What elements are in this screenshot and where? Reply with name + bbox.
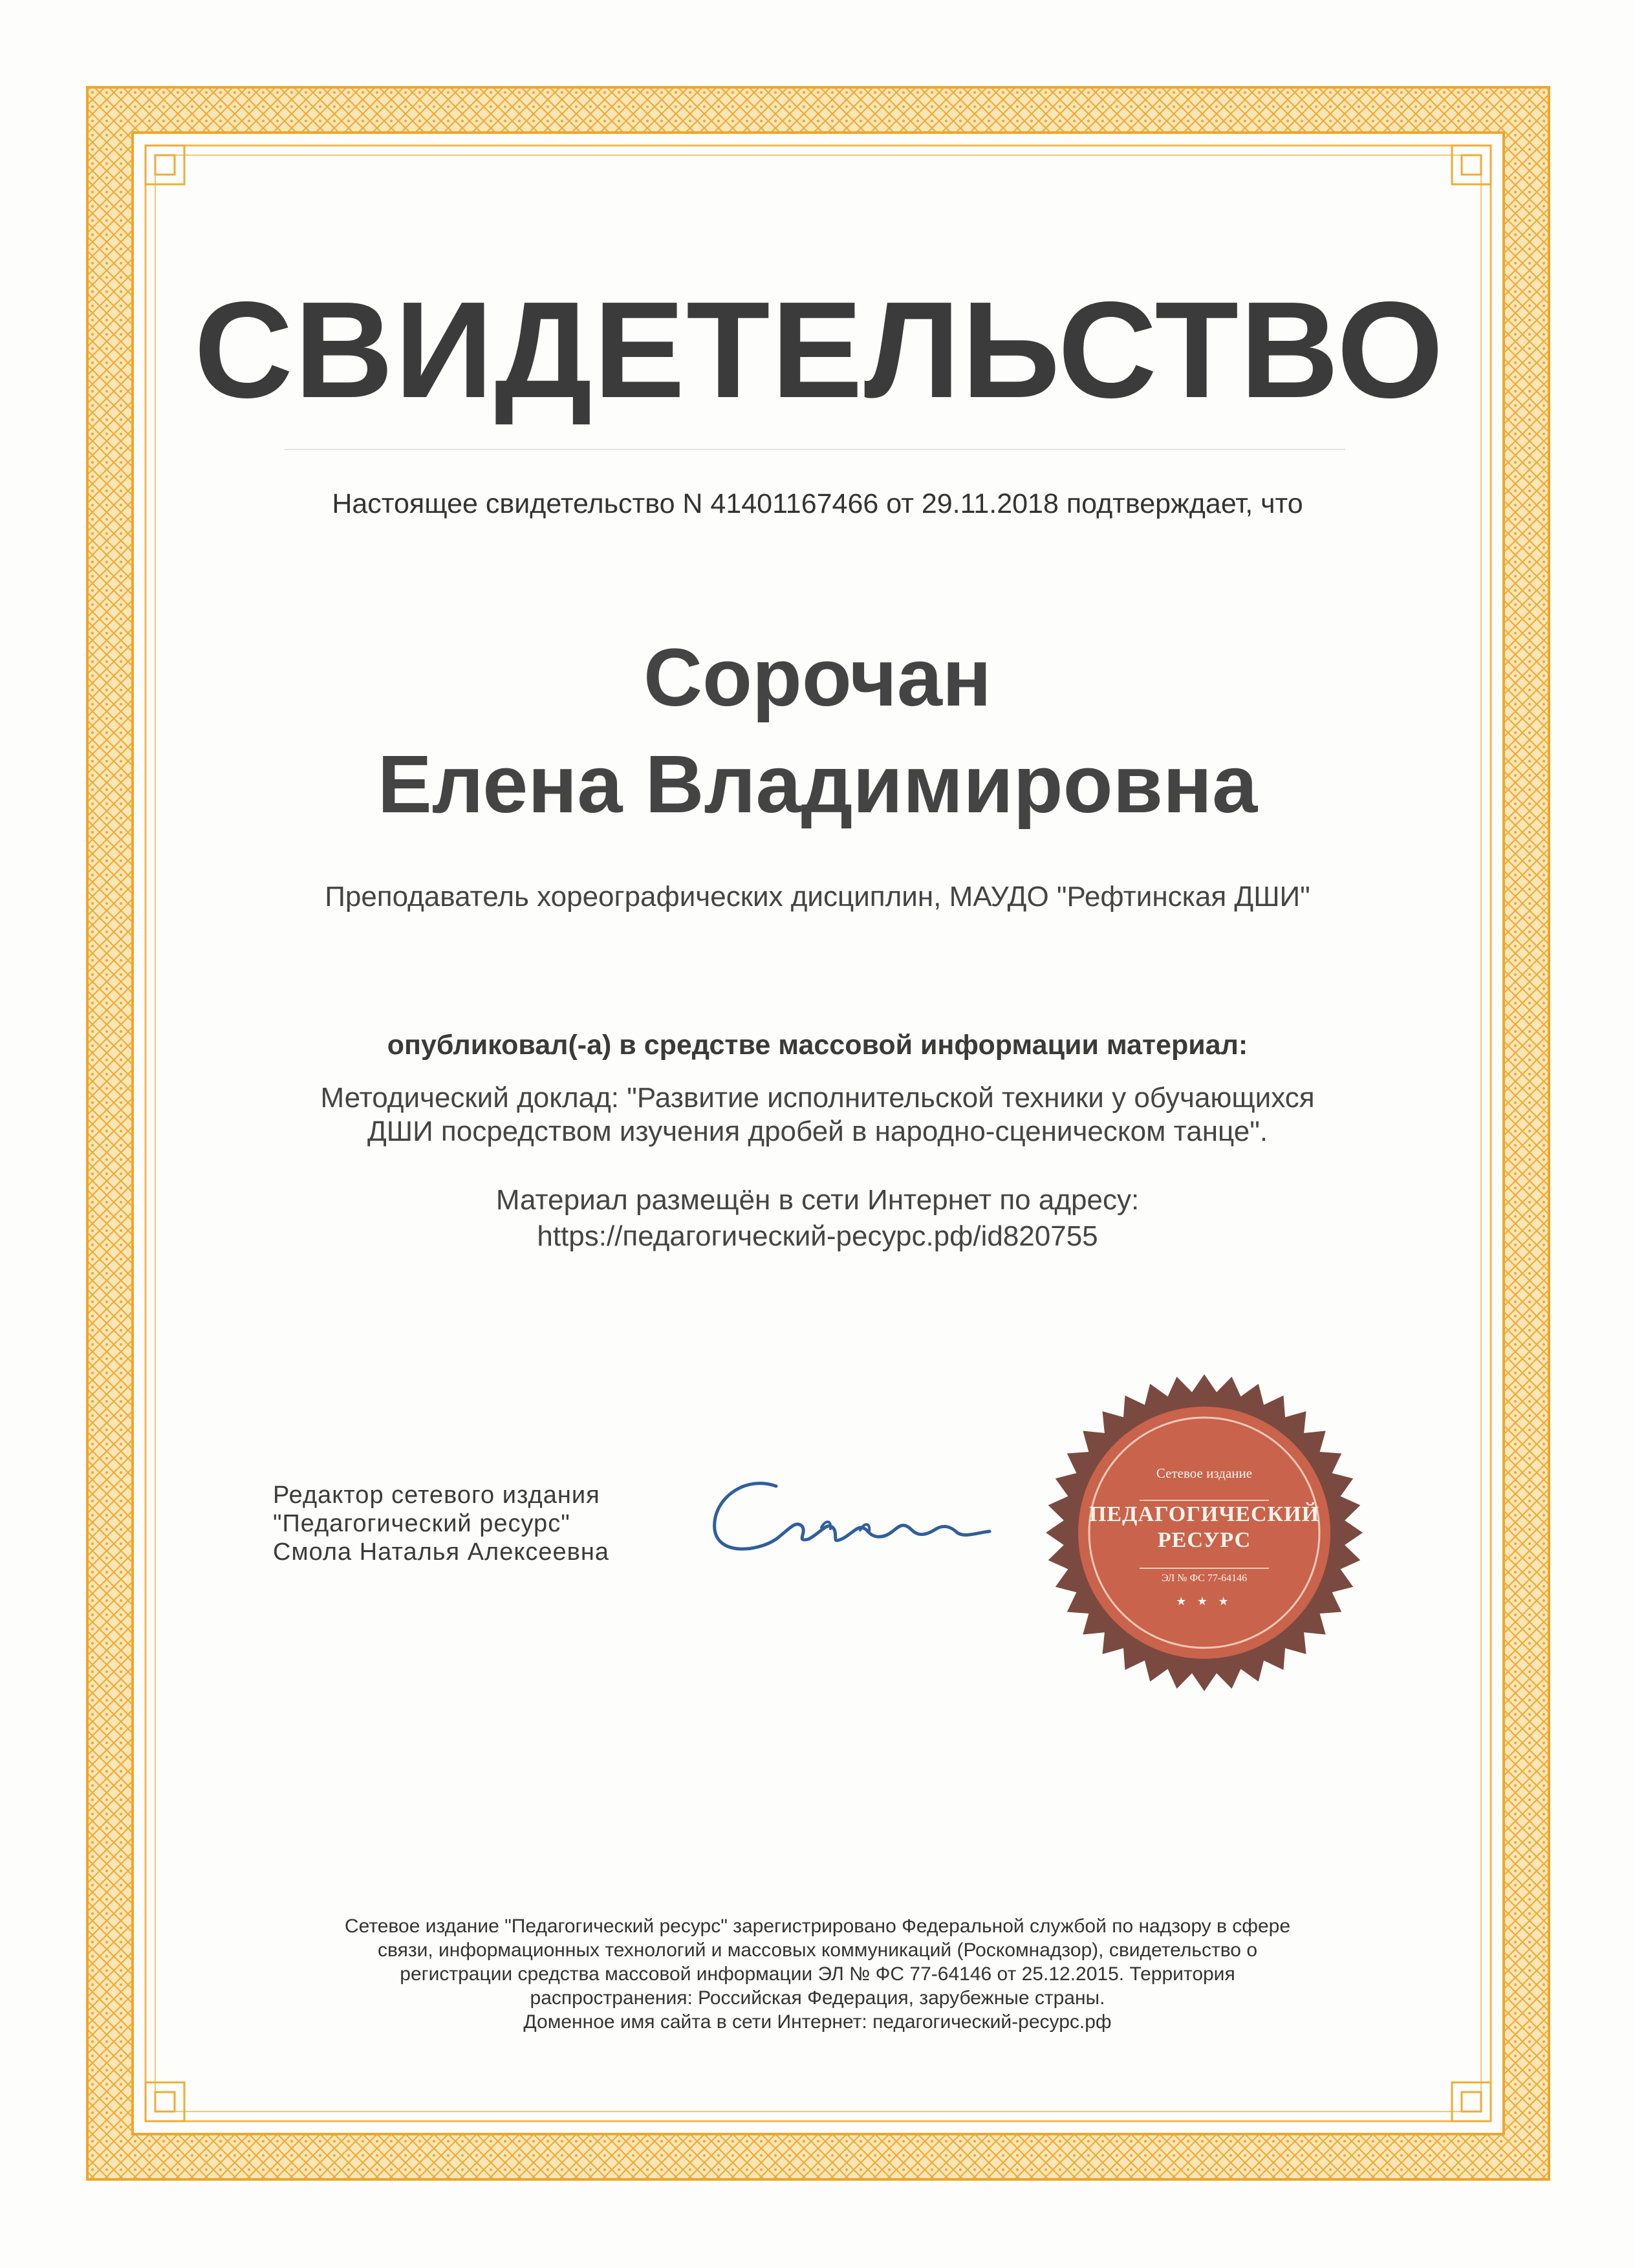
editor-role: Редактор сетевого издания <box>273 1482 600 1509</box>
seal-stars: ★ ★ ★ <box>1176 1595 1233 1608</box>
footer-line: Сетевое издание "Педагогический ресурс" зарегистрировано Федеральной службой по надзору в сфере <box>344 1916 1291 1937</box>
material-location <box>194 1182 1441 1255</box>
material-line: ДШИ посредством изучения дробей в народно-сценическом танце". <box>367 1116 1268 1147</box>
seal-main-text <box>1049 1502 1359 1553</box>
recipient-position: Преподаватель хореографических дисциплин, МАУДО "Рефтинская ДШИ" <box>325 881 1310 913</box>
material-url: https://педагогический-ресурс.рф/id820755 <box>537 1220 1098 1252</box>
footer-line: распространения: Российская Федерация, зарубежные страны. <box>530 1987 1105 2009</box>
material-title <box>194 1081 1441 1149</box>
seal-main-line: РЕСУРС <box>1157 1528 1251 1552</box>
certificate-title: СВИДЕТЕЛЬСТВО <box>194 273 1445 426</box>
seal-main-line: ПЕДАГОГИЧЕСКИЙ <box>1088 1502 1320 1526</box>
certificate-intro: Настоящее свидетельство N 41401167466 от 29.11.2018 подтверждает, что <box>332 488 1303 519</box>
footer-line: Доменное имя сайта в сети Интернет: педагогический-ресурс.рф <box>523 2011 1112 2033</box>
published-heading: опубликовал(-а) в средстве массовой информации материал: <box>387 1030 1248 1061</box>
footer-line: связи, информационных технологий и массовых коммуникаций (Роскомнадзор), свидетельство о <box>377 1939 1258 1961</box>
placed-label: Материал размещён в сети Интернет по адресу: <box>495 1184 1140 1216</box>
editor-block <box>273 1481 609 1566</box>
editor-publication: "Педагогический ресурс" <box>273 1510 570 1537</box>
material-line: Методический доклад: "Развитие исполнительской техники у обучающихся <box>320 1082 1315 1114</box>
editor-name: Смола Наталья Алексеевна <box>273 1539 609 1566</box>
recipient-given-names: Елена Владимировна <box>377 739 1258 830</box>
footer-line: регистрации средства массовой информации ЭЛ № ФС 77-64146 от 25.12.2015. Территория <box>400 1963 1235 1985</box>
seal-top-text: Сетевое издание <box>1156 1465 1253 1481</box>
recipient-surname: Сорочан <box>643 632 992 723</box>
registration-footer <box>246 1914 1389 2034</box>
title-divider <box>285 449 1345 450</box>
seal-registration: ЭЛ № ФС 77-64146 <box>1161 1573 1248 1584</box>
editor-signature <box>698 1468 996 1571</box>
